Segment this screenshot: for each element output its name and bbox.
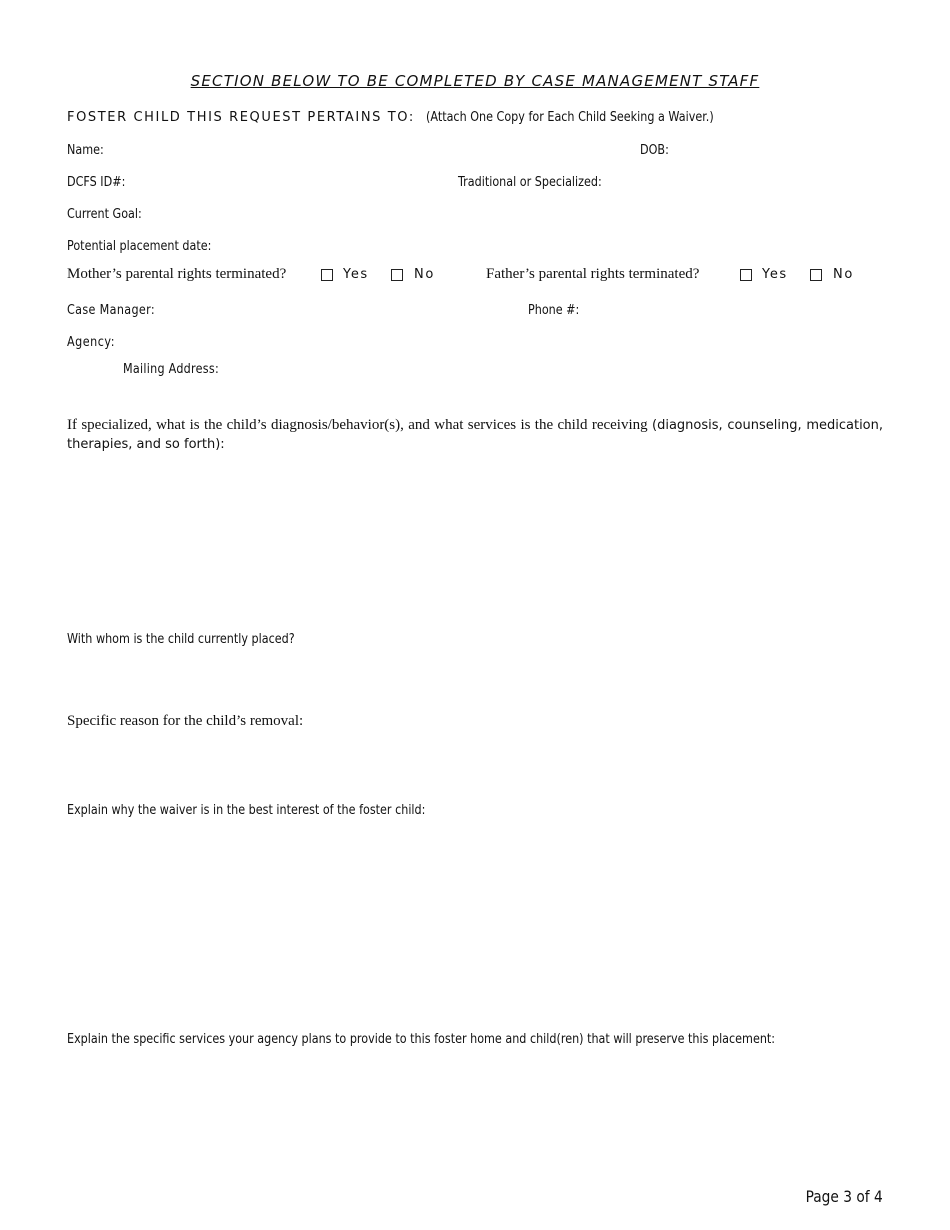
mother-yes-label: Yes bbox=[343, 267, 369, 282]
mother-rights-no-checkbox[interactable] bbox=[391, 269, 403, 281]
child-header-note: (Attach One Copy for Each Child Seeking a Waiver.) bbox=[425, 110, 714, 125]
mailing-address-label: Mailing Address: bbox=[123, 362, 219, 377]
section-title: SECTION BELOW TO BE COMPLETED BY CASE MANAGEMENT STAFF bbox=[190, 72, 760, 90]
father-rights-no-checkbox[interactable] bbox=[810, 269, 822, 281]
specialized-question-serif: If specialized, what is the child’s diagnosis/behavior(s), and what services is the child receiving bbox=[67, 417, 648, 433]
traditional-specialized-label: Traditional or Specialized: bbox=[458, 175, 602, 190]
specialized-question bbox=[67, 416, 883, 454]
case-manager-label: Case Manager: bbox=[67, 303, 155, 318]
father-yes-label: Yes bbox=[762, 267, 788, 282]
page-number: Page 3 of 4 bbox=[805, 1187, 883, 1206]
best-interest-question: Explain why the waiver is in the best interest of the foster child: bbox=[67, 803, 426, 818]
father-no-label: No bbox=[833, 267, 854, 282]
father-rights-yes-checkbox[interactable] bbox=[740, 269, 752, 281]
current-goal-label: Current Goal: bbox=[67, 207, 142, 222]
mother-rights-label: Mother’s parental rights terminated? bbox=[67, 266, 287, 282]
mother-no-label: No bbox=[414, 267, 435, 282]
child-header bbox=[67, 106, 760, 125]
services-question: Explain the specific services your agency plans to provide to this foster home and child(ren) that will preserve this placement: bbox=[67, 1032, 776, 1047]
specialized-question-sans: (diagnosis, counseling, medication, therapies, and so forth): bbox=[67, 418, 884, 452]
placement-date-label: Potential placement date: bbox=[67, 239, 212, 254]
placed-with-question: With whom is the child currently placed? bbox=[67, 632, 295, 647]
dcfs-id-label: DCFS ID#: bbox=[67, 175, 126, 190]
father-rights-label: Father’s parental rights terminated? bbox=[486, 266, 700, 282]
child-header-caps: FOSTER CHILD THIS REQUEST PERTAINS TO: bbox=[67, 110, 415, 125]
dob-label: DOB: bbox=[640, 143, 669, 158]
name-label: Name: bbox=[67, 143, 104, 158]
phone-label: Phone #: bbox=[528, 303, 580, 318]
removal-reason-question: Specific reason for the child’s removal: bbox=[67, 713, 304, 729]
agency-label: Agency: bbox=[67, 335, 116, 350]
mother-rights-yes-checkbox[interactable] bbox=[321, 269, 333, 281]
